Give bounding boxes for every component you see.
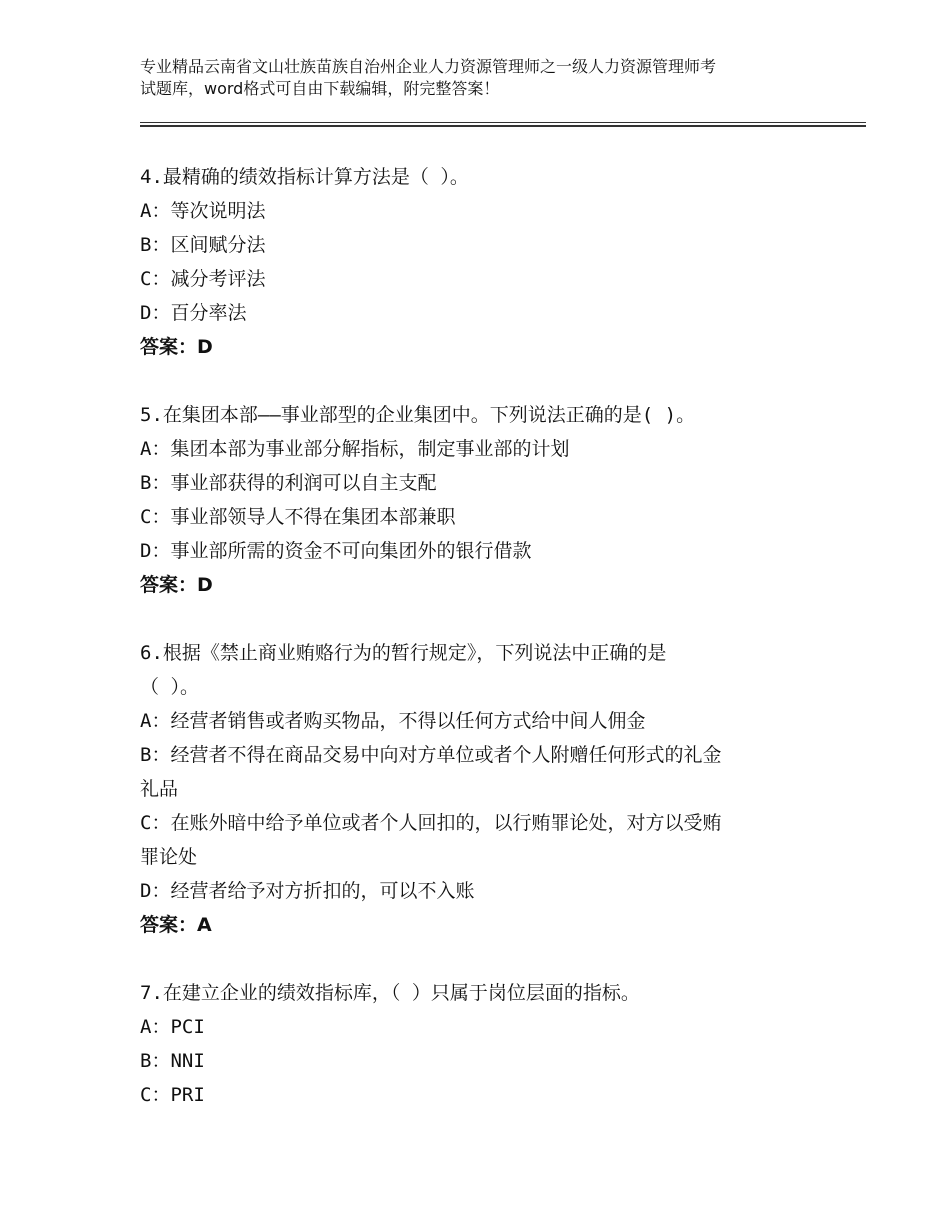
question-block [140,398,820,602]
header-divider-thin [140,122,866,123]
question-block [140,636,820,942]
question-option: A：PCI [140,1016,205,1038]
question-list [140,160,820,1146]
question-stem: 7.在建立企业的绩效指标库，（ ）只属于岗位层面的指标。 [140,982,640,1004]
question-option: D：经营者给予对方折扣的，可以不入账 [140,880,475,902]
header-divider-thick [140,125,866,127]
question-answer: 答案：D [140,336,213,358]
question-option: C：PRI [140,1084,205,1106]
question-option: D：百分率法 [140,302,247,324]
question-answer: 答案：A [140,914,212,936]
question-option: 罪论处 [140,846,198,868]
question-option: A：等次说明法 [140,200,266,222]
question-block [140,976,820,1112]
question-stem: 4.最精确的绩效指标计算方法是（ ）。 [140,166,469,188]
question-option: C：减分考评法 [140,268,266,290]
question-answer: 答案：D [140,574,213,596]
question-block [140,160,820,364]
question-option: B：经营者不得在商品交易中向对方单位或者个人附赠任何形式的礼金 [140,744,722,766]
question-stem: 6.根据《禁止商业贿赂行为的暂行规定》，下列说法中正确的是 [140,642,667,664]
question-option: A：集团本部为事业部分解指标，制定事业部的计划 [140,438,570,460]
header-title-line-1: 专业精品云南省文山壮族苗族自治州企业人力资源管理师之一级人力资源管理师考 [140,57,717,76]
question-option: D：事业部所需的资金不可向集团外的银行借款 [140,540,532,562]
question-stem: （ ）。 [140,676,199,698]
question-option: B：区间赋分法 [140,234,266,256]
question-option: B：事业部获得的利润可以自主支配 [140,472,437,494]
question-option: A：经营者销售或者购买物品，不得以任何方式给中间人佣金 [140,710,646,732]
header-title-line-2: 试题库，word格式可自由下载编辑，附完整答案！ [140,79,500,98]
document-header [140,56,820,100]
question-option: C：事业部领导人不得在集团本部兼职 [140,506,456,528]
question-option: 礼品 [140,778,179,800]
question-stem: 5.在集团本部——事业部型的企业集团中。下列说法正确的是( )。 [140,404,696,426]
question-option: C：在账外暗中给予单位或者个人回扣的，以行贿罪论处，对方以受贿 [140,812,722,834]
question-option: B：NNI [140,1050,205,1072]
